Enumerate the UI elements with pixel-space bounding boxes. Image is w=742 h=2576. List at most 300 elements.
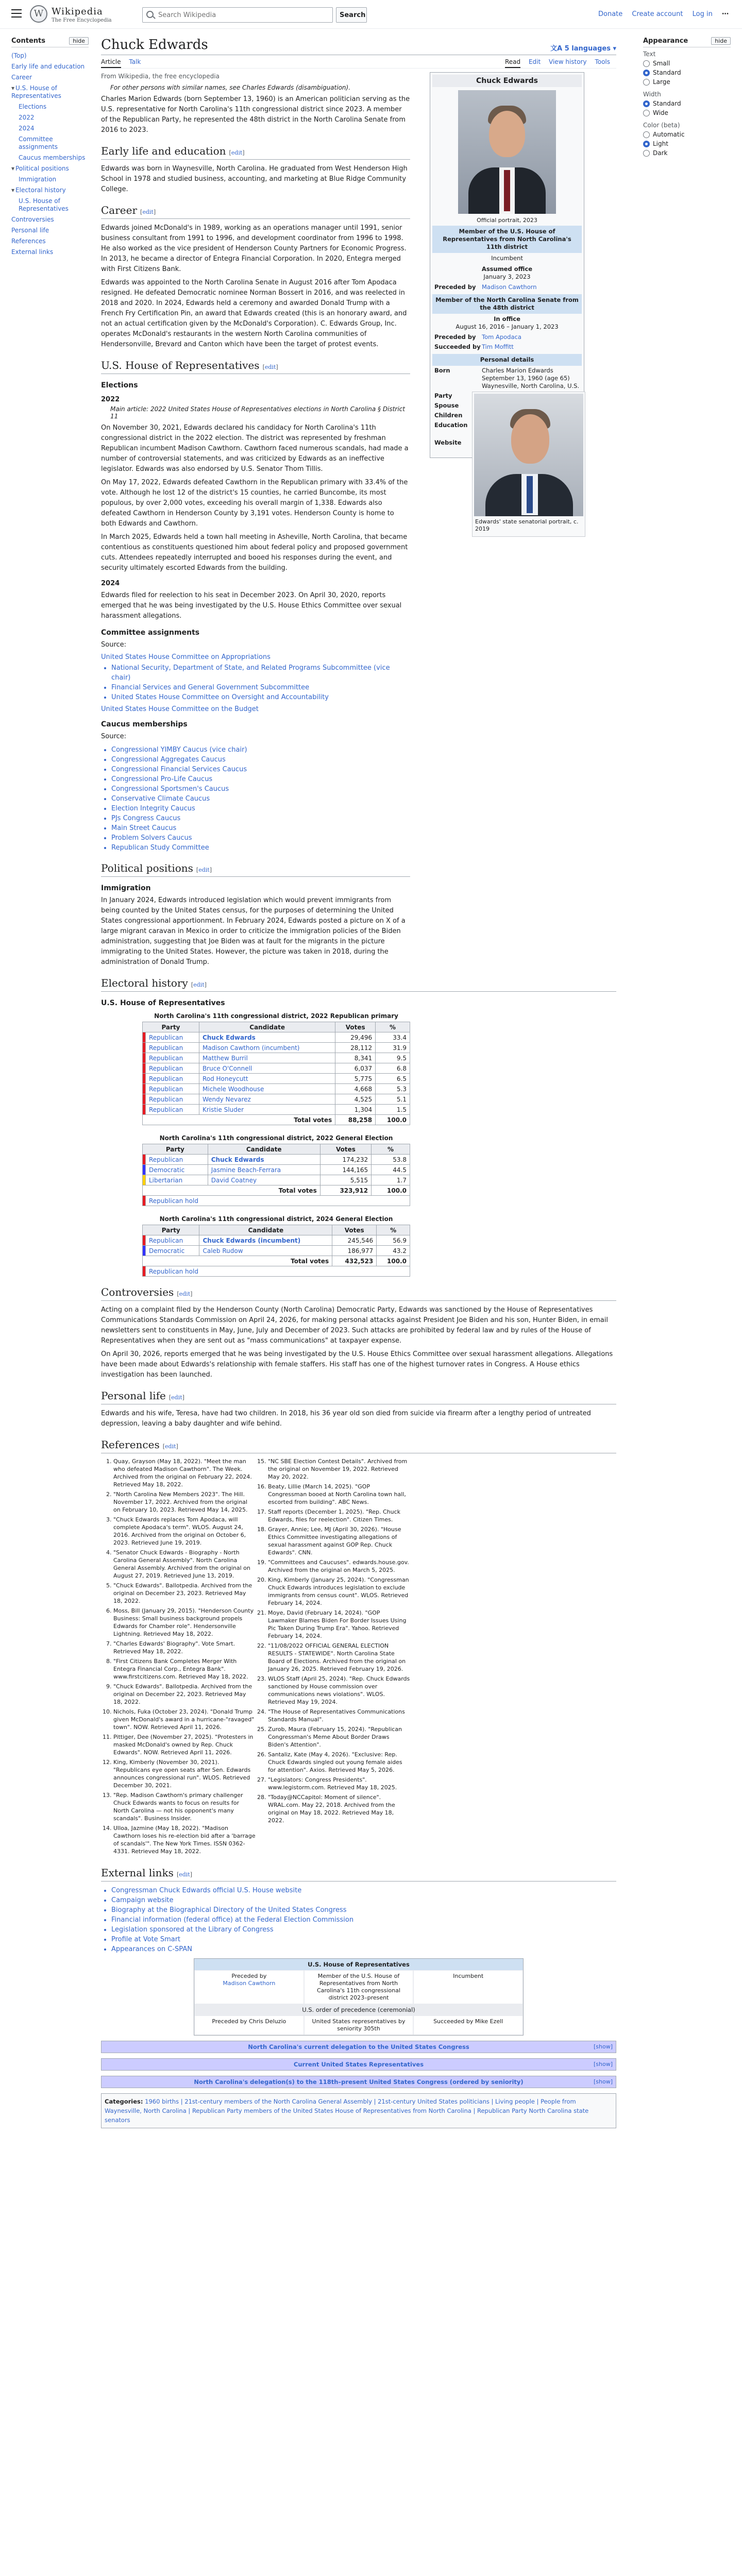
- total-label: Total votes: [143, 1256, 332, 1266]
- toc-item-label[interactable]: Controversies: [11, 216, 54, 223]
- main-menu-icon[interactable]: [11, 9, 22, 18]
- percent-cell: 5.1: [376, 1094, 410, 1105]
- votes-cell: 5,775: [335, 1074, 376, 1084]
- precedence-preceded: Preceded by Chris Deluzio: [194, 2015, 304, 2035]
- reference-column-1: [101, 1458, 256, 1857]
- reference-item: 28. "Today@NCCapitol: Moment of silence". WRAL.com. May 22, 2018. Archived from the original on May 18, 2022. Retrieved May 18, 2022.: [268, 1793, 410, 1824]
- table-row: [143, 1043, 410, 1053]
- percent-cell: 6.5: [376, 1074, 410, 1084]
- infobox-preceded: Preceded by Madison Cawthorn: [434, 283, 537, 291]
- toc-item[interactable]: [11, 185, 89, 196]
- donate-link[interactable]: Donate: [598, 10, 623, 18]
- languages-button[interactable]: 文A 5 languages ▾: [550, 45, 616, 53]
- candidate-cell[interactable]: Kristie Sluder: [199, 1105, 335, 1115]
- total-percent: 100.0: [377, 1256, 410, 1266]
- edit-link[interactable]: edit: [179, 1291, 191, 1297]
- table-row: [143, 1063, 410, 1074]
- total-votes: 88,258: [335, 1115, 376, 1125]
- list-item[interactable]: • Main Street Caucus: [111, 823, 410, 833]
- percent-cell: 9.5: [376, 1053, 410, 1063]
- toc-item-label[interactable]: Personal life: [11, 227, 49, 234]
- tab-tools[interactable]: Tools: [595, 58, 610, 65]
- radio-label: Automatic: [653, 131, 685, 138]
- list-item[interactable]: • Election Integrity Caucus: [111, 804, 410, 814]
- precedence-band: U.S. order of precedence (ceremonial): [194, 2004, 523, 2015]
- results-table: [142, 1010, 410, 1125]
- reference-item: 6. Moss, Bill (January 29, 2015). "Henderson County Business: Small business background propels Edwards for Chamber role". Hendersonville Lightning. Retrieved May 18, 2022.: [113, 1607, 256, 1638]
- column-header: Candidate: [199, 1022, 335, 1032]
- votes-cell: 4,525: [335, 1094, 376, 1105]
- toc-item-label[interactable]: (Top): [11, 52, 27, 59]
- appearance-header: [643, 37, 731, 47]
- edit-link[interactable]: edit: [171, 1394, 182, 1401]
- toc-item[interactable]: [11, 236, 89, 247]
- total-row: [143, 1115, 410, 1125]
- toc-item-label[interactable]: Early life and education: [11, 63, 85, 70]
- toc-item-label[interactable]: Caucus memberships: [19, 154, 86, 161]
- toc-item[interactable]: [11, 61, 89, 72]
- percent-cell: 44.5: [372, 1165, 410, 1175]
- candidate-cell[interactable]: David Coatney: [208, 1175, 320, 1185]
- toc-item[interactable]: [11, 225, 89, 236]
- candidate-cell[interactable]: Rod Honeycutt: [199, 1074, 335, 1084]
- table-caption: North Carolina's 11th congressional district, 2022 Republican primary: [154, 1012, 398, 1020]
- candidate-cell[interactable]: Bruce O'Connell: [199, 1063, 335, 1074]
- navbox: [101, 2058, 616, 2071]
- infobox-assumed: Assumed office January 3, 2023: [481, 265, 533, 280]
- navbox-title: [102, 2041, 616, 2053]
- column-header: Votes: [335, 1022, 376, 1032]
- table-row: [143, 1155, 410, 1165]
- total-row: [143, 1256, 410, 1266]
- infobox-personal-band: Personal details: [432, 354, 582, 366]
- percent-cell: 6.8: [376, 1063, 410, 1074]
- hold-row: [143, 1196, 410, 1206]
- search-input[interactable]: [142, 7, 333, 23]
- radio-label: Dark: [653, 149, 668, 157]
- create-account-link[interactable]: Create account: [632, 10, 683, 18]
- senate-portrait-image[interactable]: [474, 394, 583, 516]
- paragraph: On May 17, 2022, Edwards defeated Cawthorn in the Republican primary with 33.4% of the vote. Although he lost 12 of the district's 15 counties, he carried Buncombe, its most populous, by over 2,000 votes, exceeding his overall margin of 1,338. Edwards also defeated Cawthorn in Henderson County by 3,191 votes. Henderson County is home to both Edwards and Cawthorn.: [101, 479, 408, 528]
- toc-item-label[interactable]: U.S. House of Representatives: [11, 84, 61, 99]
- table-of-contents: [11, 37, 89, 258]
- toc-item[interactable]: [11, 83, 89, 101]
- reference-column-2: [256, 1458, 410, 1857]
- list-item[interactable]: • Financial Services and General Government Subcommittee: [111, 683, 410, 692]
- succession-incumbent: Incumbent: [413, 1970, 523, 2004]
- infobox-office-house: Member of the U.S. House of Representatives from North Carolina's 11th district: [432, 226, 582, 253]
- appearance-hide-button[interactable]: hide: [711, 37, 731, 45]
- toc-item-label[interactable]: Political positions: [15, 165, 69, 172]
- candidate-cell[interactable]: Wendy Nevarez: [199, 1094, 335, 1105]
- hold-label[interactable]: Republican hold: [146, 1196, 410, 1206]
- radio-option[interactable]: [643, 140, 731, 147]
- percent-cell: 53.8: [372, 1155, 410, 1165]
- section-references: References [edit]: [101, 1438, 616, 1453]
- paragraph: In January 2024, Edwards introduced legislation which would prevent immigrants from being counted by the United States census, for the purposes of determining the United States congressional apportionment. In February 2024, Edwards posted a picture on X of a large migrant caravan in Mexico in order to criticize the immigration policies of the Biden administration, suggesting that Joe Biden was at fault for the migrants in the picture immigrating to the United States. However, the picture was taken in 2018, during the administration of Donald Trump.: [101, 896, 406, 966]
- toc-item[interactable]: [11, 214, 89, 225]
- text-size-group: [643, 50, 731, 86]
- chevron-down-icon[interactable]: ▾: [11, 187, 15, 194]
- paragraph: Edwards and his wife, Teresa, have had two children. In 2018, his 36 year old son died from suicide via firearm after a lengthy period of untreated depression, leaving a baby daughter and wife behind.: [101, 1410, 591, 1428]
- subsection-2024: 2024: [101, 580, 120, 587]
- lead-paragraph: Charles Marion Edwards (born September 13, 1960) is an American politician serving as the U.S. representative for North Carolina's 11th congressional district since 2023. A member of the Republican Party, he represented the 48th district in the North Carolina Senate from 2016 to 2023.: [101, 95, 410, 134]
- toc-item-label[interactable]: Committee assignments: [19, 135, 58, 150]
- party-cell[interactable]: Democratic: [146, 1165, 208, 1175]
- infobox-row-label: Education: [434, 421, 468, 429]
- reference-item: 11. Pittiger, Dee (November 27, 2025). "Protesters in masked McDonald's owned by Rep. Chuck Edwards". NOW. Retrieved April 11, 2026.: [113, 1733, 256, 1756]
- external-link[interactable]: • Appearances on C-SPAN: [111, 1944, 616, 1954]
- reference-item: 12. King, Kimberly (November 30, 2021). "Republicans eye open seats after Sen. Edwards announces congressional run". WLOS. Retrieved December 30, 2021.: [113, 1758, 256, 1789]
- navbox: [101, 2076, 616, 2088]
- toc-hide-button[interactable]: hide: [69, 37, 89, 45]
- toc-item[interactable]: [11, 112, 89, 123]
- navbox-show-toggle[interactable]: [show]: [593, 2061, 613, 2067]
- edit-link[interactable]: edit: [264, 364, 276, 370]
- radio-button-icon[interactable]: [643, 110, 650, 116]
- section-electoral-history: Electoral history [edit]: [101, 977, 616, 992]
- list-item[interactable]: • PJs Congress Caucus: [111, 814, 410, 823]
- category-links: [101, 2093, 616, 2128]
- column-header: Candidate: [199, 1225, 332, 1235]
- candidate-cell[interactable]: Madison Cawthorn (incumbent): [199, 1043, 335, 1053]
- toc-item-label[interactable]: U.S. House of Representatives: [19, 197, 69, 212]
- section-external-links: External links [edit]: [101, 1867, 616, 1882]
- committee-appropriations[interactable]: United States House Committee on Appropriations: [101, 653, 271, 661]
- toc-item[interactable]: [11, 101, 89, 112]
- party-cell[interactable]: Republican: [146, 1094, 199, 1105]
- radio-option[interactable]: [643, 69, 731, 76]
- radio-label: Light: [653, 140, 668, 147]
- toc-item-label[interactable]: 2024: [19, 125, 35, 132]
- navbox-title-text[interactable]: North Carolina's current delegation to the United States Congress: [248, 2043, 469, 2050]
- committee-budget[interactable]: United States House Committee on the Budget: [101, 705, 259, 713]
- table-header-row: [143, 1225, 410, 1235]
- toc-item[interactable]: [11, 123, 89, 134]
- site-header: [0, 0, 742, 29]
- toc-item-label[interactable]: 2022: [19, 114, 35, 121]
- percent-cell: 5.3: [376, 1084, 410, 1094]
- total-percent: 100.0: [372, 1185, 410, 1196]
- page-tabs: [101, 58, 616, 69]
- radio-button-icon[interactable]: [643, 150, 650, 157]
- succession-office: Member of the U.S. House of Representatives from North Carolina's 11th congressional district 2023–present: [304, 1970, 414, 2004]
- portrait-caption: Official portrait, 2023: [477, 217, 537, 224]
- party-cell[interactable]: Republican: [146, 1063, 199, 1074]
- votes-cell: 5,515: [320, 1175, 371, 1185]
- toc-title: Contents: [11, 37, 45, 45]
- main-article-note[interactable]: Main article: 2022 United States House of Representatives elections in North Carolina § District 11: [110, 405, 405, 420]
- edit-link[interactable]: edit: [165, 1443, 176, 1450]
- radio-button-icon[interactable]: [643, 70, 650, 76]
- reference-item: 7. "Charles Edwards' Biography". Vote Smart. Retrieved May 18, 2022.: [113, 1640, 256, 1655]
- external-link[interactable]: • Congressman Chuck Edwards official U.S. House website: [111, 1886, 616, 1895]
- succession-box: [194, 1958, 524, 2036]
- results-table: [142, 1213, 410, 1277]
- list-item[interactable]: • National Security, Department of State, and Related Programs Subcommittee (vice chair): [111, 663, 410, 683]
- toc-item-label[interactable]: Elections: [19, 103, 47, 110]
- section-positions: Political positions [edit]: [101, 862, 410, 877]
- width-group: [643, 91, 731, 116]
- toc-item[interactable]: [11, 152, 89, 163]
- toc-item[interactable]: [11, 50, 89, 61]
- candidate-cell[interactable]: Matthew Burril: [199, 1053, 335, 1063]
- party-cell[interactable]: Democratic: [146, 1246, 199, 1256]
- list-item[interactable]: • Congressional Pro-Life Caucus: [111, 774, 410, 784]
- toc-item[interactable]: [11, 163, 89, 174]
- from-wikipedia: From Wikipedia, the free encyclopedia: [101, 73, 220, 80]
- list-item[interactable]: • Congressional YIMBY Caucus (vice chair): [111, 745, 410, 755]
- radio-button-icon[interactable]: [643, 141, 650, 147]
- tab-view-history[interactable]: View history: [549, 58, 587, 65]
- title-row: [101, 37, 616, 55]
- total-percent: 100.0: [376, 1115, 410, 1125]
- candidate-cell[interactable]: Caleb Rudow: [199, 1246, 332, 1256]
- navbox-title: [102, 2076, 616, 2088]
- radio-button-icon[interactable]: [643, 79, 650, 86]
- edit-link[interactable]: edit: [231, 149, 243, 156]
- paragraph: Edwards joined McDonald's in 1989, working as an operations manager until 1991, senior business consultant from 1991 to 1996, and development coordinator from 1996 to 1998. He also worked as the vice president of Henderson County Partners for Economic Progress. In 2013, he became a director of Entegra Financial Corporation. In 2020, Entegra merged with First Citizens Bank.: [101, 224, 407, 273]
- navbox-title: [102, 2059, 616, 2070]
- subsection-caucus: Caucus memberships: [101, 720, 188, 728]
- external-link[interactable]: • Profile at Vote Smart: [111, 1935, 616, 1944]
- external-link[interactable]: • Legislation sponsored at the Library of Congress: [111, 1925, 616, 1935]
- reference-item: 3. "Chuck Edwards replaces Tom Apodaca, will complete Apodaca's term". WLOS. August 24, 2016. Archived from the original on October 6, 2023. Retrieved June 19, 2019.: [113, 1516, 256, 1547]
- column-header: Votes: [320, 1144, 371, 1155]
- infobox-row-label: Children: [434, 412, 463, 419]
- paragraph: Edwards was born in Waynesville, North Carolina. He graduated from West Henderson High School in 1978 and studied business, accounting, and marketing at Blue Ridge Community College.: [101, 165, 408, 193]
- navbox-show-toggle[interactable]: [show]: [593, 2078, 613, 2085]
- search-button[interactable]: Search: [336, 7, 367, 23]
- reference-item: 8. "First Citizens Bank Completes Merger With Entegra Financial Corp., Entegra Bank". www.firstcitizens.com. Retrieved May 18, 2022.: [113, 1657, 256, 1681]
- appearance-panel: [643, 37, 731, 162]
- login-link[interactable]: Log in: [692, 10, 713, 18]
- column-header: %: [372, 1144, 410, 1155]
- reference-item: 23. WLOS Staff (April 25, 2024). "Rep. Chuck Edwards sanctioned by House commission over communications news violations". WLOS. Retrieved May 19, 2024.: [268, 1675, 410, 1706]
- toc-item-label[interactable]: Career: [11, 74, 32, 81]
- caucus-list: [111, 745, 410, 853]
- party-cell[interactable]: Libertarian: [146, 1175, 208, 1185]
- subsection-2022: 2022: [101, 396, 120, 403]
- party-cell[interactable]: Republican: [146, 1043, 199, 1053]
- toc-item[interactable]: [11, 72, 89, 83]
- reference-item: 5. "Chuck Edwards". Ballotpedia. Archived from the original on December 23, 2023. Retrieved May 18, 2022.: [113, 1582, 256, 1605]
- color-label: Color (beta): [643, 122, 680, 129]
- votes-cell: 245,546: [332, 1235, 377, 1246]
- toc-item[interactable]: [11, 196, 89, 214]
- table-row: [143, 1105, 410, 1115]
- source-label: Source:: [101, 641, 127, 649]
- navboxes: [101, 2041, 616, 2088]
- external-link[interactable]: • Biography at the Biographical Directory of the United States Congress: [111, 1905, 616, 1915]
- votes-cell: 29,496: [335, 1032, 376, 1043]
- infobox-row-value: Charles Marion Edwards September 13, 1960 (age 65) Waynesville, North Carolina, U.S.: [482, 367, 580, 389]
- total-votes: 323,912: [320, 1185, 371, 1196]
- votes-cell: 144,165: [320, 1165, 371, 1175]
- percent-cell: 1.5: [376, 1105, 410, 1115]
- infobox-preceded-senate: Preceded by Tom Apodaca: [434, 333, 521, 341]
- toc-item[interactable]: [11, 174, 89, 185]
- table-header-row: [143, 1022, 410, 1032]
- page-title: Chuck Edwards: [101, 37, 208, 53]
- section-house: U.S. House of Representatives [edit]: [101, 359, 410, 374]
- chevron-down-icon[interactable]: ▾: [11, 84, 15, 92]
- source-label: Source:: [101, 733, 127, 740]
- list-item[interactable]: • United States House Committee on Oversight and Accountability: [111, 692, 410, 702]
- column-header: Candidate: [208, 1144, 320, 1155]
- edit-link[interactable]: edit: [142, 209, 154, 215]
- reference-list: [101, 1458, 616, 1857]
- committee-list: [111, 663, 410, 702]
- precedence-succeeded: Succeeded by Mike Ezell: [413, 2015, 523, 2035]
- precedence-rank: United States representatives by seniority 305th: [304, 2015, 414, 2035]
- percent-cell: 1.7: [372, 1175, 410, 1185]
- toc-header: [11, 37, 89, 47]
- radio-option[interactable]: [643, 109, 731, 116]
- tab-read[interactable]: Read: [505, 58, 520, 68]
- hold-label[interactable]: Republican hold: [146, 1266, 410, 1277]
- party-cell[interactable]: Republican: [146, 1084, 199, 1094]
- candidate-cell[interactable]: Chuck Edwards: [199, 1032, 335, 1043]
- radio-option[interactable]: [643, 78, 731, 86]
- table-header-row: [143, 1144, 410, 1155]
- succession-band: U.S. House of Representatives: [194, 1959, 523, 1970]
- radio-label: Large: [653, 78, 670, 86]
- votes-cell: 6,037: [335, 1063, 376, 1074]
- reference-item: 19. "Committees and Caucuses". edwards.house.gov. Archived from the original on March 5, 2025.: [268, 1558, 410, 1574]
- reference-item: 17. Staff reports (December 1, 2025). "Rep. Chuck Edwards, files for reelection". Citizen Times.: [268, 1508, 410, 1523]
- reference-item: 10. Nichols, Fuka (October 23, 2024). "Donald Trump given McDonald's award in a hurricane-"ravaged" town". NOW. Retrieved April 11, 2026.: [113, 1708, 256, 1731]
- table-row: [143, 1094, 410, 1105]
- paragraph: On April 30, 2026, reports emerged that he was being investigated by the U.S. House Ethics Committee over sexual harassment allegations. Allegations have been made about Edwards's relationship with female staffers. His staff has one of the highest turnover rates in Congress. A House ethics investigation has been launched.: [101, 1350, 613, 1379]
- tab-talk[interactable]: Talk: [129, 58, 141, 65]
- votes-cell: 8,341: [335, 1053, 376, 1063]
- percent-cell: 33.4: [376, 1032, 410, 1043]
- table-row: [143, 1235, 410, 1246]
- radio-option[interactable]: [643, 60, 731, 67]
- section-early-life: Early life and education [edit]: [101, 145, 410, 160]
- width-label: Width: [643, 91, 661, 98]
- subsection-immigration: Immigration: [101, 884, 151, 892]
- navbox-title-text[interactable]: North Carolina's delegation(s) to the 118th–present United States Congress (ordered by seniority): [194, 2078, 524, 2086]
- radio-button-icon[interactable]: [643, 131, 650, 138]
- candidate-cell[interactable]: Jasmine Beach-Ferrara: [208, 1165, 320, 1175]
- list-item[interactable]: • Problem Solvers Caucus: [111, 833, 410, 843]
- radio-option[interactable]: [643, 131, 731, 138]
- candidate-cell[interactable]: Michele Woodhouse: [199, 1084, 335, 1094]
- percent-cell: 43.2: [377, 1246, 410, 1256]
- infobox-row-label: Website: [434, 439, 462, 446]
- list-item[interactable]: • Congressional Aggregates Caucus: [111, 755, 410, 765]
- infobox-title: Chuck Edwards: [432, 75, 582, 87]
- radio-option[interactable]: [643, 149, 731, 157]
- infobox-succeeded-senate: Succeeded by Tim Moffitt: [434, 343, 514, 350]
- external-link[interactable]: • Campaign website: [111, 1895, 616, 1905]
- candidate-cell[interactable]: Chuck Edwards: [208, 1155, 320, 1165]
- candidate-cell[interactable]: Chuck Edwards (incumbent): [199, 1235, 332, 1246]
- navbox-title-text[interactable]: Current United States Representatives: [293, 2061, 424, 2068]
- wikipedia-logo-icon[interactable]: W: [30, 5, 47, 23]
- edit-link[interactable]: edit: [193, 981, 205, 988]
- toc-list: [11, 50, 89, 258]
- toc-item-label[interactable]: Electoral history: [15, 187, 66, 194]
- percent-cell: 31.9: [376, 1043, 410, 1053]
- tab-article[interactable]: Article: [101, 58, 121, 68]
- reference-item: 14. Ulloa, Jazmine (May 18, 2022). "Madison Cawthorn loses his re-election bid after a 'barrage of scandals'". The New York Times. ISSN 0362-4331. Retrieved May 18, 2022.: [113, 1824, 256, 1855]
- reference-item: 16. Beaty, Lillie (March 14, 2025). "GOP Congressman booed at North Carolina town hall, escorted from building". ABC News.: [268, 1483, 410, 1506]
- reference-item: 24. "The House of Representatives Communications Standards Manual".: [268, 1708, 410, 1723]
- reference-item: 13. "Rep. Madison Cawthorn's primary challenger Chuck Edwards wants to focus on results for North Carolina — not his opponent's many scandals". Business Insider.: [113, 1791, 256, 1822]
- more-options-icon[interactable]: ⋯: [722, 10, 730, 18]
- infobox-row-label: Party: [434, 392, 452, 399]
- list-item[interactable]: • Conservative Climate Caucus: [111, 794, 410, 804]
- appearance-title: Appearance: [643, 37, 688, 45]
- total-label: Total votes: [143, 1115, 335, 1125]
- list-item[interactable]: • Congressional Financial Services Caucus: [111, 765, 410, 774]
- toc-item-label[interactable]: External links: [11, 248, 54, 256]
- subsection-house-results: U.S. House of Representatives: [101, 999, 225, 1007]
- senate-portrait: [472, 392, 585, 537]
- chevron-down-icon[interactable]: ▾: [11, 165, 15, 172]
- radio-option[interactable]: [643, 100, 731, 107]
- votes-cell: 4,668: [335, 1084, 376, 1094]
- toc-item-label[interactable]: References: [11, 238, 46, 245]
- party-cell[interactable]: Republican: [146, 1053, 199, 1063]
- party-cell[interactable]: Republican: [146, 1074, 199, 1084]
- edit-link[interactable]: edit: [179, 1871, 190, 1878]
- infobox-row-label: Born: [434, 367, 450, 374]
- navbox-show-toggle[interactable]: [show]: [593, 2043, 613, 2050]
- official-portrait-image[interactable]: [458, 90, 556, 214]
- toc-item[interactable]: [11, 134, 89, 152]
- section-career: Career [edit]: [101, 204, 410, 219]
- reference-item: 20. King, Kimberly (January 25, 2024). "Congressman Chuck Edwards introduces legislation to exclude immigrants from census count". WLOS. Retrieved February 14, 2024.: [268, 1576, 410, 1607]
- radio-label: Wide: [653, 109, 668, 116]
- text-size-label: Text: [643, 50, 656, 58]
- party-cell[interactable]: Republican: [146, 1032, 199, 1043]
- reference-item: 15. "NC SBE Election Contest Details". Archived from the original on November 19, 2022. Retrieved May 20, 2022.: [268, 1458, 410, 1481]
- list-item[interactable]: • Congressional Sportsmen's Caucus: [111, 784, 410, 794]
- reference-item: 18. Grayer, Annie; Lee, MJ (April 30, 2026). "House Ethics Committee investigating allegations of sexual harassment against GOP Rep. Chuck Edwards". CNN.: [268, 1526, 410, 1556]
- edit-link[interactable]: edit: [198, 867, 210, 873]
- wordmark[interactable]: Wikipedia: [52, 6, 103, 17]
- votes-cell: 1,304: [335, 1105, 376, 1115]
- external-links-list: [111, 1886, 616, 1954]
- radio-button-icon[interactable]: [643, 100, 650, 107]
- toc-item-label[interactable]: Immigration: [19, 176, 57, 183]
- infobox-row-label: Spouse: [434, 402, 459, 409]
- categories-list[interactable]: 1960 births | 21st-century members of the North Carolina General Assembly | 21st-century United States politicians | Living people | People from Waynesville, North Carolina | Republican Party members of the United States House of Representatives from North Carolina | Republican Party North Carolina state senators: [105, 2098, 589, 2124]
- radio-label: Small: [653, 60, 670, 67]
- party-cell[interactable]: Republican: [146, 1235, 199, 1246]
- table-row: [143, 1084, 410, 1094]
- party-cell[interactable]: Republican: [146, 1155, 208, 1165]
- votes-cell: 174,232: [320, 1155, 371, 1165]
- reference-item: 27. "Legislators: Congress Presidents". www.legistorm.com. Retrieved May 18, 2025.: [268, 1776, 410, 1791]
- reference-item: 2. "North Carolina New Members 2023". The Hill. November 17, 2022. Archived from the original on February 10, 2023. Retrieved May 14, 2025.: [113, 1490, 256, 1514]
- reference-item: 26. Santaliz, Kate (May 4, 2026). "Exclusive: Rep. Chuck Edwards singled out young female aides for attention". Axios. Retrieved May 5, 2026.: [268, 1751, 410, 1774]
- party-cell[interactable]: Republican: [146, 1105, 199, 1115]
- results-table: [142, 1132, 410, 1206]
- radio-button-icon[interactable]: [643, 60, 650, 67]
- external-link[interactable]: • Financial information (federal office) at the Federal Election Commission: [111, 1915, 616, 1925]
- list-item[interactable]: • Republican Study Committee: [111, 843, 410, 853]
- paragraph: Edwards filed for reelection to his seat in December 2023. On April 30, 2020, reports emerged that he was being investigated by the U.S. House Ethics Committee over sexual harassment allegations.: [101, 591, 402, 620]
- tab-edit[interactable]: Edit: [528, 58, 541, 65]
- toc-item[interactable]: [11, 247, 89, 258]
- paragraph: Acting on a complaint filed by the Henderson County (North Carolina) Democratic Party, Edwards was sanctioned by the House of Representatives Communications Standards Commission on April 24, 2026, for making personal attacks against President Joe Biden and his son, Hunter Biden, in email newsletters sent to constituents in May, June, July and December of 2023. Such attacks are prohibited by federal law and by rules of the House of Representatives when they are sent out as "mass communications" at taxpayer expense.: [101, 1306, 608, 1345]
- infobox-row: [432, 366, 582, 391]
